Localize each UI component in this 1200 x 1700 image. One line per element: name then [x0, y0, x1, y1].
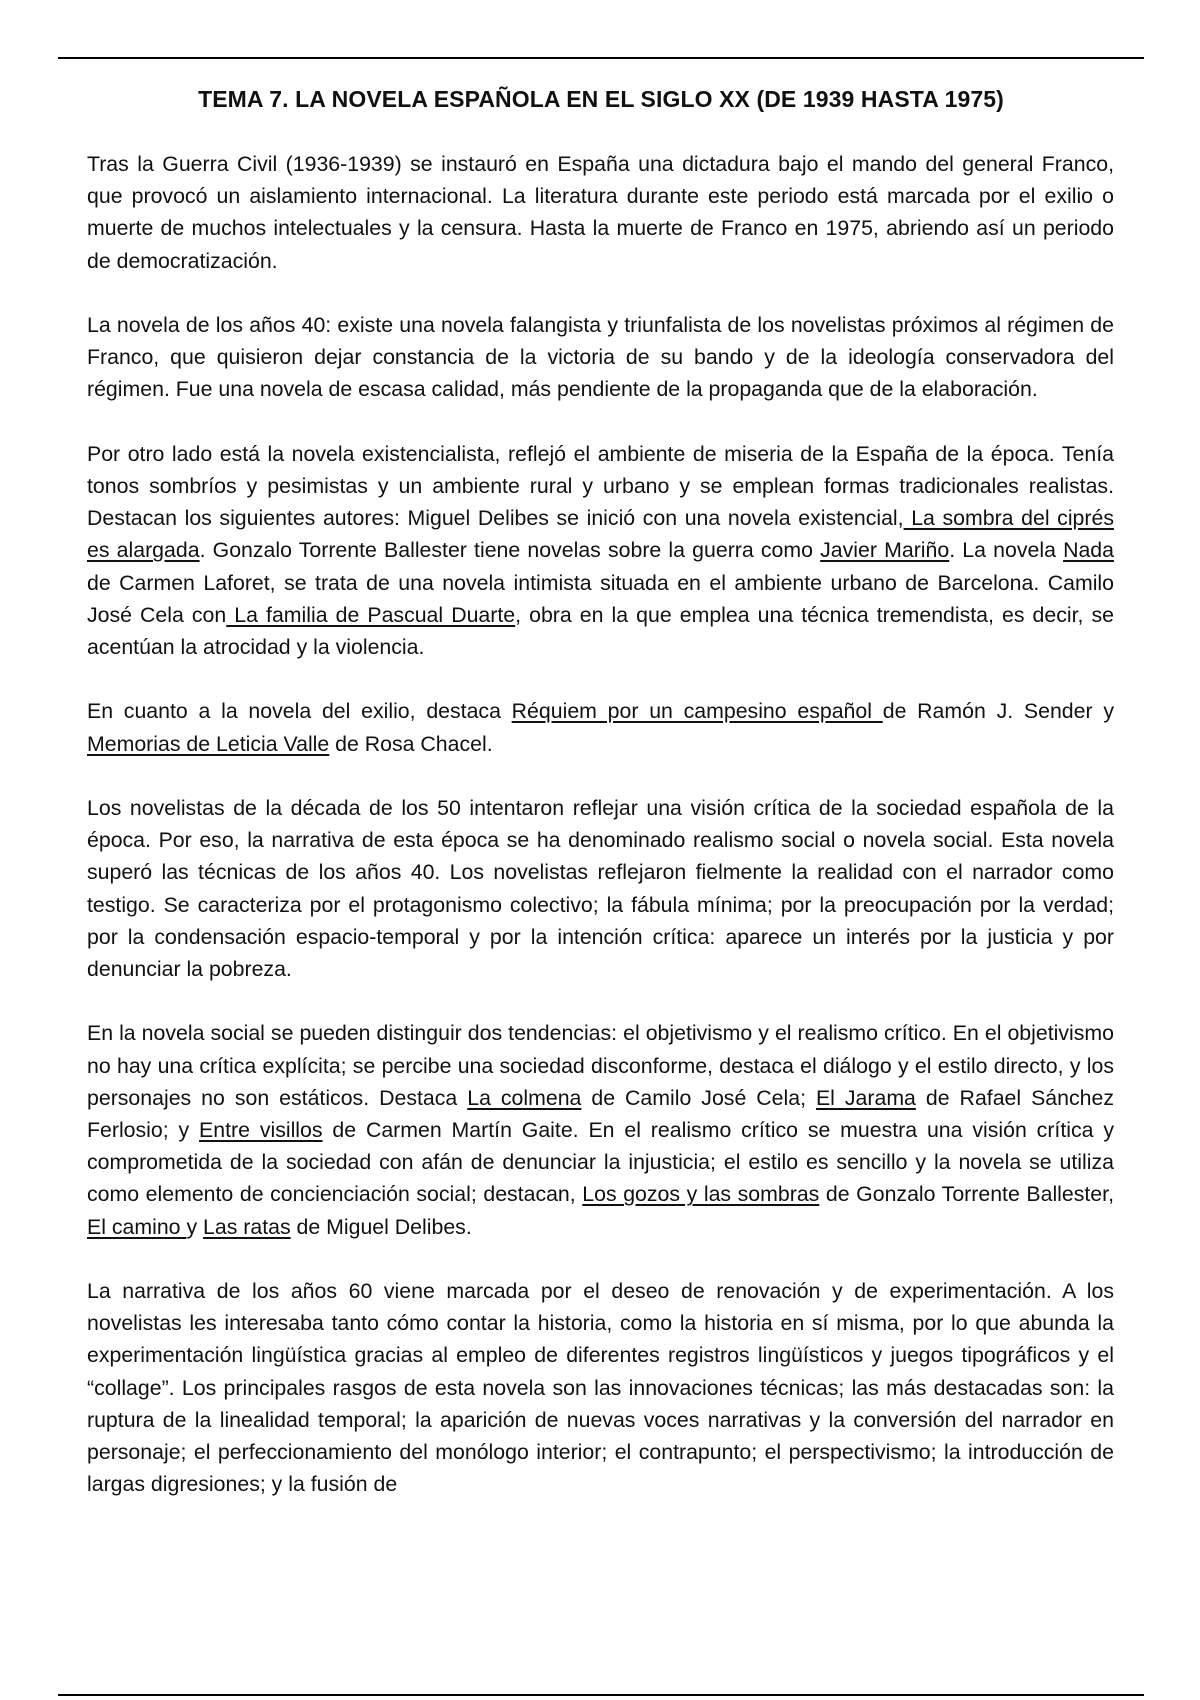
- paragraph-exilio: [87, 695, 1114, 759]
- book-title-la-sombra-del-cipres: La sombra del ciprés es alargada: [87, 506, 1114, 563]
- book-title-memorias-leticia-valle: Memorias de Leticia Valle: [87, 731, 330, 756]
- book-title-nada: Nada: [1063, 538, 1114, 563]
- paragraph-existencialista: [87, 438, 1114, 663]
- text-run: y: [186, 1214, 204, 1239]
- page-title: TEMA 7. LA NOVELA ESPAÑOLA EN EL SIGLO XX (DE 1939 HASTA 1975): [198, 86, 1004, 112]
- bottom-rule: [58, 1694, 1144, 1696]
- text-run: de Ramón J. Sender y: [882, 699, 1114, 724]
- paragraph-novela-40: La novela de los años 40: existe una novela falangista y triunfalista de los novelistas próximos al régimen de Franco, que quisieron dejar constancia de la victoria de su bando y de la ideología conservadora del régimen. Fue una novela de escasa calidad, más pendiente de la propaganda que de la elaboración.: [87, 313, 1114, 402]
- book-title-las-ratas: Las ratas: [203, 1214, 291, 1239]
- text-run: de Camilo José Cela;: [581, 1085, 816, 1110]
- text-run: . La novela: [949, 538, 1064, 563]
- text-run: de Gonzalo Torrente Ballester,: [819, 1182, 1114, 1207]
- paragraph-novela-social: [87, 1017, 1114, 1242]
- book-title-la-colmena: La colmena: [467, 1085, 582, 1110]
- book-title-el-camino: El camino: [87, 1214, 187, 1239]
- book-title-pascual-duarte: La familia de Pascual Duarte: [226, 602, 516, 627]
- book-title-entre-visillos: Entre visillos: [199, 1118, 323, 1143]
- text-run: . Gonzalo Torrente Ballester tiene novelas sobre la guerra como: [199, 538, 821, 563]
- paragraph-novela-60: La narrativa de los años 60 viene marcada por el deseo de renovación y de experimentación. A los novelistas les interesaba tanto cómo contar la historia, como la historia en sí misma, por lo que abunda la experimentación lingüística gracias al empleo de diferentes registros lingüísticos y juegos tipográficos y el “collage”. Los principales rasgos de esta novela son las innovaciones técnicas; las más destacadas son: la ruptura de la linealidad temporal; la aparición de nuevas voces narrativas y la conversión del narrador en personaje; el perfeccionamiento del monólogo interior; el contrapunto; el perspectivismo; la introducción de largas digresiones; y la fusión de: [87, 1279, 1114, 1497]
- book-title-javier-marino: Javier Mariño: [820, 538, 950, 563]
- text-run: de Carmen Martín Gaite. En el realismo crítico se muestra una visión crítica y comprometida de la sociedad con afán de denunciar la injusticia; el estilo es sencillo y la novela se utiliza como elemento de concienciación social; destacan,: [87, 1118, 1114, 1207]
- paragraph-intro: Tras la Guerra Civil (1936-1939) se instauró en España una dictadura bajo el mando del general Franco, que provocó un aislamiento internacional. La literatura durante este periodo está marcada por el exilio o muerte de muchos intelectuales y la censura. Hasta la muerte de Franco en 1975, abriendo así un periodo de democratización.: [87, 152, 1114, 273]
- text-run: En cuanto a la novela del exilio, destaca: [87, 699, 512, 724]
- text-run: , obra en la que emplea una técnica tremendista, es decir, se acentúan la atrocidad y la violencia.: [87, 602, 1114, 660]
- text-run: Por otro lado está la novela existencialista, reflejó el ambiente de miseria de la España de la época. Tenía tonos sombríos y pesimistas y un ambiente rural y urbano y se emplean formas tradicionales realistas. Destacan los siguientes autores: Miguel Delibes se inició con una novela existencial,: [87, 441, 1114, 531]
- book-title-el-jarama: El Jarama: [815, 1085, 916, 1110]
- book-title-los-gozos-y-las-sombras: Los gozos y las sombras: [582, 1182, 820, 1207]
- document-body: [87, 148, 1114, 1533]
- text-run: de Miguel Delibes.: [290, 1214, 472, 1239]
- top-rule: [58, 57, 1144, 59]
- text-run: En la novela social se pueden distinguir dos tendencias: el objetivismo y el realismo crítico. En el objetivismo no hay una crítica explícita; se percibe una sociedad disconforme, destaca el diálogo y el estilo directo, y los personajes no son estáticos. Destaca: [87, 1021, 1114, 1110]
- paragraph-novela-50: Los novelistas de la década de los 50 intentaron reflejar una visión crítica de la sociedad española de la época. Por eso, la narrativa de esta época se ha denominado realismo social o novela social. Esta novela superó las técnicas de los años 40. Los novelistas reflejaron fielmente la realidad con el narrador como testigo. Se caracteriza por el protagonismo colectivo; la fábula mínima; por la preocupación por la verdad; por la condensación espacio-temporal y por la intención crítica: aparece un interés por la justicia y por denunciar la pobreza.: [87, 796, 1114, 982]
- text-run: de Carmen Laforet, se trata de una novela intimista situada en el ambiente urbano de Barcelona. Camilo José Cela con: [87, 570, 1114, 627]
- text-run: de Rafael Sánchez Ferlosio; y: [87, 1085, 1114, 1143]
- text-run: de Rosa Chacel.: [329, 731, 493, 756]
- book-title-requiem: Réquiem por un campesino español: [511, 699, 883, 724]
